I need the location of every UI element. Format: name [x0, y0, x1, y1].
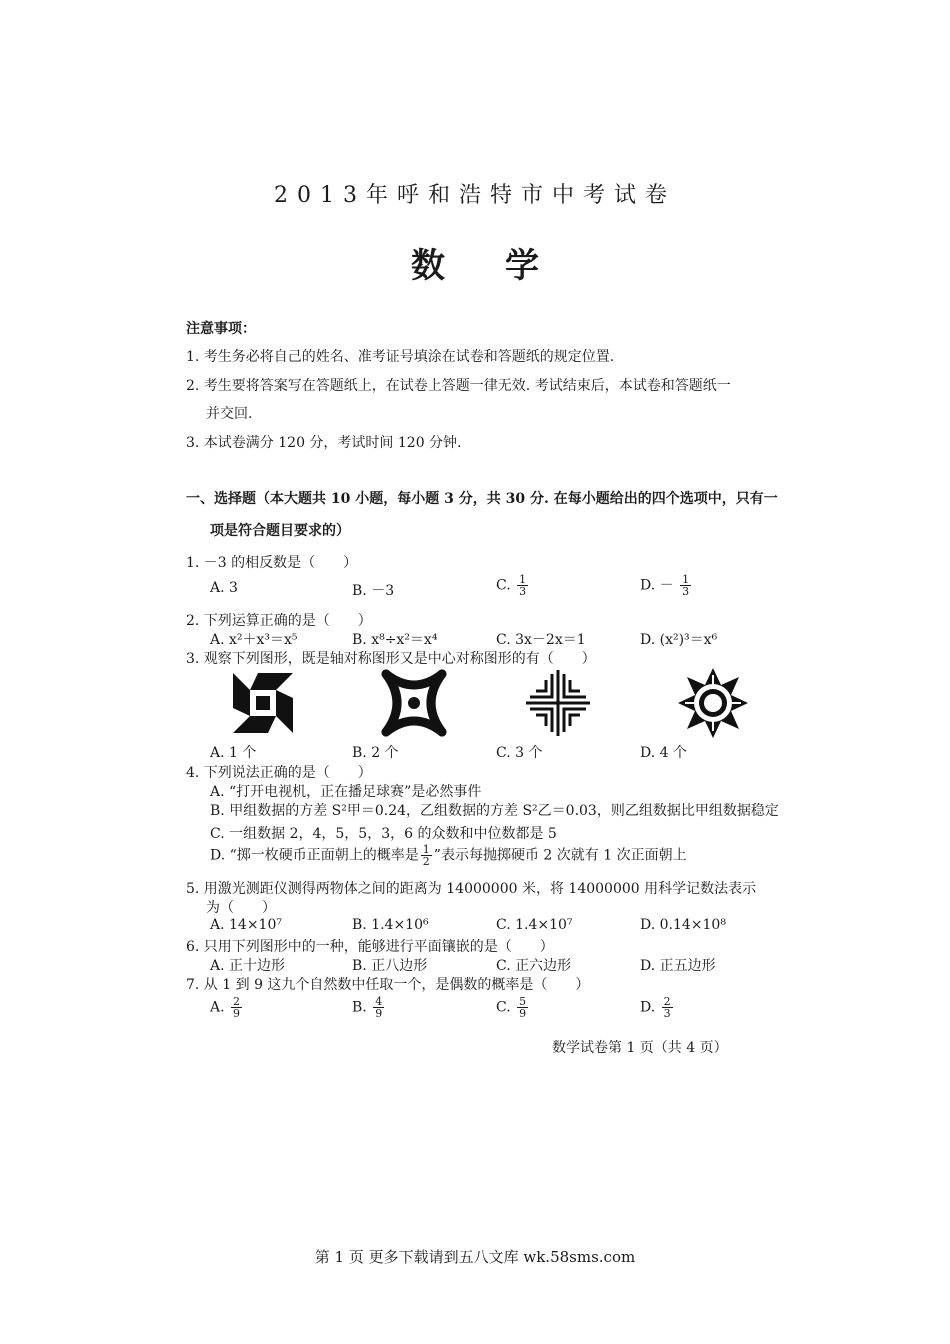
- denominator: 9: [375, 1007, 383, 1020]
- q7-option-b: [352, 996, 386, 1019]
- numerator: 5: [519, 995, 527, 1008]
- option-text: ”表示每抛掷硬币 2 次就有 1 次正面朝上: [433, 847, 687, 864]
- numerator: 1: [682, 573, 690, 586]
- option-prefix: D.: [640, 999, 656, 1016]
- fraction: [662, 996, 673, 1019]
- option-text: D. “掷一枚硬币正面朝上的概率是: [210, 847, 419, 864]
- option-prefix: A.: [210, 999, 225, 1016]
- question-7-stem: 7. 从 1 到 9 这九个自然数中任取一个，是偶数的概率是（ ）: [186, 977, 590, 993]
- notice-item: 并交回.: [206, 406, 253, 422]
- question-1-stem: 1. －3 的相反数是（ ）: [186, 555, 358, 571]
- q6-option-c: C. 正六边形: [496, 958, 572, 974]
- q7-option-c: [496, 996, 530, 1019]
- fraction: [517, 996, 528, 1019]
- exam-title: 2013年呼和浩特市中考试卷: [274, 183, 676, 208]
- subject-title: 数学: [411, 246, 599, 286]
- section-heading-cont: 项是符合题目要求的）: [210, 523, 350, 539]
- star-flower-icon: [676, 666, 750, 740]
- question-3-stem: 3. 观察下列图形，既是轴对称图形又是中心对称图形的有（ ）: [186, 651, 596, 667]
- numerator: 2: [663, 995, 671, 1008]
- square-swirl-icon: [228, 668, 298, 738]
- notice-item: 3. 本试卷满分 120 分，考试时间 120 分钟.: [186, 435, 462, 451]
- denominator: 3: [663, 1007, 671, 1020]
- denominator: 3: [519, 585, 527, 598]
- question-2-stem: 2. 下列运算正确的是（ ）: [186, 613, 372, 629]
- fraction: [517, 574, 528, 597]
- numerator: 2: [233, 995, 241, 1008]
- q5-option-a: A. 14×10⁷: [210, 917, 282, 933]
- q3-option-c: C. 3 个: [496, 745, 543, 761]
- denominator: 2: [422, 855, 430, 868]
- numerator: 1: [519, 573, 527, 586]
- fraction: [231, 996, 242, 1019]
- question-6-stem: 6. 只用下列图形中的一种，能够进行平面镶嵌的是（ ）: [186, 939, 554, 955]
- q1-option-c: [496, 574, 530, 597]
- q5-option-c: C. 1.4×10⁷: [496, 917, 573, 933]
- q1-option-d: [640, 574, 693, 597]
- butterfly-knot-icon: [376, 666, 452, 740]
- fraction: [373, 996, 384, 1019]
- option-prefix: B.: [352, 999, 367, 1016]
- q3-option-d: D. 4 个: [640, 745, 687, 761]
- q7-option-d: [640, 996, 675, 1019]
- denominator: 9: [233, 1007, 241, 1020]
- q4-option-b: B. 甲组数据的方差 S²甲＝0.24，乙组数据的方差 S²乙＝0.03，则乙组数据比甲组数据稳定: [210, 803, 779, 819]
- question-5-stem: 5. 用激光测距仪测得两物体之间的距离为 14000000 米，将 14000000 用科学记数法表示: [186, 881, 757, 897]
- cross-lines-icon: [524, 668, 592, 738]
- q3-option-b: B. 2 个: [352, 745, 399, 761]
- q5-option-d: D. 0.14×10⁸: [640, 917, 726, 933]
- q6-option-b: B. 正八边形: [352, 958, 428, 974]
- footer-link-text[interactable]: 第 1 页 更多下载请到五八文库 wk.58sms.com: [314, 1248, 636, 1266]
- page-number: 数学试卷第 1 页（共 4 页）: [552, 1040, 728, 1056]
- q5-option-b: B. 1.4×10⁶: [352, 917, 429, 933]
- notice-heading: 注意事项：: [186, 321, 256, 337]
- q2-option-b: B. x⁸÷x²＝x⁴: [352, 632, 438, 648]
- q4-option-c: C. 一组数据 2，4，5，5，3，6 的众数和中位数都是 5: [210, 826, 557, 842]
- question-5-stem-cont: 为（ ）: [206, 900, 276, 916]
- q1-option-a: A. 3: [210, 580, 238, 596]
- notice-item: 2. 考生要将答案写在答题纸上，在试卷上答题一律无效. 考试结束后，本试卷和答题纸一: [186, 378, 731, 394]
- q3-option-a: A. 1 个: [210, 745, 257, 761]
- denominator: 3: [682, 585, 690, 598]
- q2-option-d: D. (x²)³＝x⁶: [640, 632, 718, 648]
- q4-option-d: [210, 844, 687, 867]
- q4-option-a: A. “打开电视机，正在播足球赛”是必然事件: [210, 784, 482, 800]
- q1-option-b: B. －3: [352, 583, 395, 599]
- q2-option-c: C. 3x－2x＝1: [496, 632, 586, 648]
- section-heading: 一、选择题（本大题共 10 小题，每小题 3 分，共 30 分. 在每小题给出的四个选项中，只有一: [186, 491, 778, 507]
- fraction: [680, 574, 691, 597]
- notice-item: 1. 考生务必将自己的姓名、准考证号填涂在试卷和答题纸的规定位置.: [186, 349, 615, 365]
- option-prefix: C.: [496, 577, 511, 594]
- fraction: [421, 844, 432, 867]
- numerator: 1: [422, 843, 430, 856]
- q6-option-a: A. 正十边形: [210, 958, 286, 974]
- option-prefix: D. －: [640, 577, 674, 594]
- denominator: 9: [519, 1007, 527, 1020]
- question-4-stem: 4. 下列说法正确的是（ ）: [186, 765, 372, 781]
- q6-option-d: D. 正五边形: [640, 958, 716, 974]
- option-prefix: C.: [496, 999, 511, 1016]
- q2-option-a: A. x²＋x³＝x⁵: [210, 632, 298, 648]
- numerator: 4: [375, 995, 383, 1008]
- q7-option-a: [210, 996, 244, 1019]
